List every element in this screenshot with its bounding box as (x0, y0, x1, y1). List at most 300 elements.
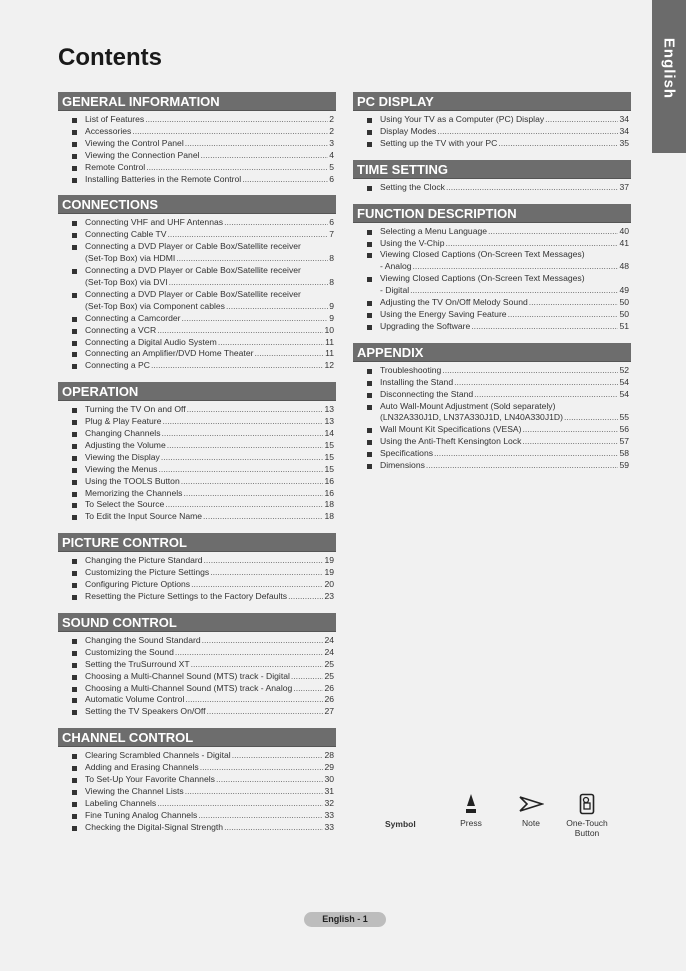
toc-entry-page: 18 (324, 499, 334, 510)
dot-leader (132, 126, 328, 138)
dot-leader (442, 365, 618, 377)
toc-entry-title: Changing the Sound Standard (85, 634, 201, 645)
toc-entry[interactable] (367, 389, 631, 401)
dot-leader (529, 297, 619, 309)
toc-entry[interactable] (72, 126, 336, 138)
toc-entry-page: 27 (324, 706, 334, 717)
section-pc-display (353, 92, 631, 150)
toc-list (58, 750, 336, 833)
symbol-one-touch-label: One-Touch Button (566, 818, 608, 838)
dot-leader (207, 706, 324, 718)
toc-entry[interactable] (367, 114, 631, 126)
section-header: GENERAL INFORMATION (58, 92, 336, 111)
dot-leader (288, 591, 323, 603)
dot-leader (564, 412, 618, 424)
toc-entry-title-line1: Connecting a DVD Player or Cable Box/Satellite receiver (85, 265, 301, 276)
dot-leader (185, 138, 328, 150)
page-number-badge: English - 1 (304, 912, 386, 927)
dot-leader (434, 448, 618, 460)
toc-entry-page: 33 (324, 809, 334, 820)
toc-entry[interactable] (72, 162, 336, 174)
dot-leader (474, 389, 618, 401)
dot-leader (161, 452, 324, 464)
toc-entry[interactable] (72, 114, 336, 126)
toc-entry-page: 18 (324, 511, 334, 522)
language-tab-label: English (660, 37, 678, 100)
toc-entry-page: 14 (324, 428, 334, 439)
toc-list (58, 217, 336, 372)
dot-leader (167, 440, 324, 452)
toc-list (58, 404, 336, 523)
dot-leader (242, 174, 328, 186)
toc-entry-title-line1: Viewing Closed Captions (On-Screen Text Messages) (380, 273, 585, 284)
dot-leader (488, 226, 618, 238)
dot-leader (181, 476, 324, 488)
toc-entry-page: 31 (324, 785, 334, 796)
toc-entry-page: 2 (329, 125, 334, 136)
section-connections (58, 195, 336, 372)
toc-entry[interactable] (367, 273, 631, 297)
one-touch-button-icon (579, 793, 595, 815)
toc-entry[interactable] (72, 138, 336, 150)
toc-entry[interactable] (72, 229, 336, 241)
toc-entry-page: 11 (325, 336, 334, 347)
toc-entry-page: 32 (324, 797, 334, 808)
toc-entry[interactable] (72, 217, 336, 229)
toc-entry-page: 59 (619, 460, 629, 471)
toc-entry-page: 16 (324, 487, 334, 498)
section-header: CHANNEL CONTROL (58, 728, 336, 747)
toc-entry[interactable] (72, 762, 336, 774)
toc-entry-page: 56 (619, 424, 629, 435)
toc-entry[interactable] (72, 348, 336, 360)
note-icon (518, 793, 544, 815)
toc-entry[interactable] (367, 249, 631, 273)
dot-leader (191, 579, 323, 591)
toc-entry-title: Configuring Picture Options (85, 579, 191, 590)
section-general-information (58, 92, 336, 185)
dot-leader (169, 277, 329, 289)
toc-entry-title: Choosing a Multi-Channel Sound (MTS) track - Digital (85, 670, 290, 681)
toc-entry[interactable] (72, 360, 336, 372)
dot-leader (168, 229, 329, 241)
dot-leader (410, 285, 618, 297)
dot-leader (151, 360, 323, 372)
toc-entry-page: 11 (325, 348, 334, 359)
toc-entry-page: 34 (619, 125, 629, 136)
dot-leader (413, 261, 619, 273)
toc-entry-page: 2 (329, 114, 334, 124)
toc-entry-title: To Edit the Input Source Name (85, 511, 203, 522)
right-column (353, 92, 631, 482)
toc-list (353, 114, 631, 150)
dot-leader (202, 635, 324, 647)
toc-entry[interactable] (367, 448, 631, 460)
toc-entry[interactable] (72, 555, 336, 567)
toc-entry[interactable] (72, 567, 336, 579)
toc-entry-title: Connecting Cable TV (85, 229, 167, 240)
toc-entry-page: 16 (324, 475, 334, 486)
toc-entry-title: Fine Tuning Analog Channels (85, 809, 198, 820)
toc-entry-page: 20 (324, 579, 334, 590)
toc-entry-page: 41 (619, 237, 629, 248)
toc-entry-title: (Set-Top Box) via DVI (85, 276, 168, 287)
dot-leader (210, 567, 323, 579)
toc-entry-page: 19 (324, 567, 334, 578)
toc-entry[interactable] (72, 488, 336, 500)
dot-leader (187, 404, 324, 416)
dot-leader (523, 424, 619, 436)
section-channel-control (58, 728, 336, 833)
toc-entry-title: Changing the Picture Standard (85, 555, 203, 566)
toc-entry-title: Connecting a Digital Audio System (85, 336, 217, 347)
symbol-note-label: Note (522, 818, 540, 828)
dot-leader (232, 750, 324, 762)
symbol-press-label: Press (460, 818, 482, 828)
toc-entry[interactable] (72, 591, 336, 603)
dot-leader (176, 253, 328, 265)
toc-list (353, 182, 631, 194)
section-header: OPERATION (58, 382, 336, 401)
toc-entry[interactable] (72, 706, 336, 718)
toc-entry-page: 50 (619, 297, 629, 308)
dot-leader (293, 683, 323, 695)
toc-entry-page: 50 (619, 308, 629, 319)
toc-entry-page: 26 (324, 682, 334, 693)
toc-entry-title: Connecting a Camcorder (85, 312, 181, 323)
dot-leader (446, 238, 619, 250)
toc-entry-title: Accessories (85, 125, 132, 136)
toc-entry[interactable] (367, 126, 631, 138)
toc-entry[interactable] (367, 436, 631, 448)
toc-entry[interactable] (72, 635, 336, 647)
language-tab (652, 0, 686, 153)
dot-leader (201, 150, 329, 162)
section-header: SOUND CONTROL (58, 613, 336, 632)
toc-entry-title: (Set-Top Box) via Component cables (85, 300, 225, 311)
dot-leader (185, 694, 323, 706)
toc-entry-title: Customizing the Sound (85, 646, 174, 657)
toc-entry-title: Customizing the Picture Settings (85, 567, 210, 578)
toc-entry[interactable] (72, 750, 336, 762)
toc-entry-page: 7 (329, 229, 334, 240)
section-picture-control (58, 533, 336, 603)
toc-entry[interactable] (72, 440, 336, 452)
toc-entry-title: Using the Energy Saving Feature (380, 308, 507, 319)
toc-entry-title: Wall Mount Kit Specifications (VESA) (380, 424, 522, 435)
dot-leader (185, 786, 324, 798)
toc-entry-title: Choosing a Multi-Channel Sound (MTS) track - Analog (85, 682, 293, 693)
toc-entry-title: Setting the Clock (380, 181, 445, 192)
section-appendix (353, 343, 631, 472)
toc-entry[interactable] (72, 647, 336, 659)
dot-leader (183, 488, 323, 500)
toc-entry-title: Installing the Stand (380, 376, 454, 387)
toc-list (353, 226, 631, 333)
toc-entry[interactable] (72, 499, 336, 511)
toc-entry[interactable] (72, 452, 336, 464)
section-sound-control (58, 613, 336, 718)
toc-entry-title: - Analog (380, 261, 412, 272)
toc-entry-title: Connecting an Amplifier/DVD Home Theater (85, 348, 254, 359)
toc-entry-page: 6 (329, 217, 334, 228)
toc-entry-page: 55 (619, 412, 629, 423)
toc-entry-page: 12 (324, 360, 334, 371)
page-title: Contents (58, 44, 162, 71)
toc-entry[interactable] (367, 182, 631, 194)
toc-entry-page: 19 (324, 555, 334, 566)
press-icon (464, 793, 478, 815)
toc-entry[interactable] (72, 241, 336, 265)
toc-entry[interactable] (72, 822, 336, 834)
section-time-setting (353, 160, 631, 194)
toc-entry-page: 28 (324, 750, 334, 761)
dot-leader (157, 798, 323, 810)
toc-entry-title: Connecting a VCR (85, 324, 157, 335)
dot-leader (224, 822, 323, 834)
toc-entry-title: Upgrading the Software (380, 320, 471, 331)
toc-entry-page: 52 (619, 364, 629, 375)
dot-leader (175, 647, 324, 659)
dot-leader (198, 810, 323, 822)
dot-leader (203, 511, 323, 523)
toc-list (58, 114, 336, 185)
toc-entry-title: Labeling Channels (85, 797, 157, 808)
toc-entry-title: Viewing the Control Panel (85, 137, 184, 148)
toc-entry-title: Setting up the TV with your PC (380, 137, 498, 148)
toc-entry-title: To Set-Up Your Favorite Channels (85, 774, 215, 785)
toc-entry-title: Using the V-Chip (380, 237, 445, 248)
toc-entry-title: Changing Channels (85, 428, 161, 439)
left-column (58, 92, 336, 844)
toc-entry[interactable] (72, 476, 336, 488)
toc-entry-title: Resetting the Picture Settings to the Factory Defaults (85, 591, 288, 601)
toc-entry-page: 13 (324, 416, 334, 427)
toc-entry[interactable] (72, 511, 336, 523)
toc-entry-page: 29 (324, 762, 334, 773)
dot-leader (545, 114, 618, 126)
toc-entry-title: Adjusting the TV On/Off Melody Sound (380, 297, 528, 308)
toc-entry-title: Turning the TV On and Off (85, 404, 186, 415)
toc-entry[interactable] (72, 174, 336, 186)
dot-leader (162, 428, 324, 440)
toc-entry-page: 8 (329, 253, 334, 264)
toc-entry[interactable] (367, 297, 631, 309)
toc-entry-title: Viewing the Connection Panel (85, 149, 200, 160)
toc-entry[interactable] (367, 238, 631, 250)
toc-entry-page: 6 (329, 173, 334, 184)
toc-entry-page: 10 (324, 324, 334, 335)
toc-entry-title: Setting the TruSurround XT (85, 658, 190, 669)
toc-entry-page: 15 (324, 451, 334, 462)
section-header: TIME SETTING (353, 160, 631, 179)
symbol-note (513, 793, 549, 828)
toc-entry-title: (LN32A330J1D, LN37A330J1D, LN40A330J1D) (380, 412, 563, 423)
toc-entry-title: Viewing the Channel Lists (85, 785, 184, 796)
dot-leader (200, 762, 324, 774)
toc-entry-title: Viewing the Menus (85, 463, 158, 474)
toc-entry-page: 54 (619, 388, 629, 399)
toc-entry[interactable] (367, 424, 631, 436)
toc-entry-title: Using Your TV as a Computer (PC) Display (380, 114, 545, 124)
symbol-legend (385, 793, 625, 843)
dot-leader (162, 416, 323, 428)
toc-entry-page: 35 (619, 137, 629, 148)
toc-entry[interactable] (72, 313, 336, 325)
toc-entry-title: Setting the TV Speakers On/Off (85, 706, 206, 717)
dot-leader (471, 321, 618, 333)
toc-entry[interactable] (72, 428, 336, 440)
section-header: PC DISPLAY (353, 92, 631, 111)
dot-leader (446, 182, 618, 194)
symbol-press (453, 793, 489, 828)
dot-leader (191, 659, 324, 671)
toc-entry-title: Adjusting the Volume (85, 439, 166, 450)
toc-entry[interactable] (367, 321, 631, 333)
toc-entry-title: Automatic Volume Control (85, 694, 185, 705)
toc-entry-page: 24 (324, 634, 334, 645)
dot-leader (226, 301, 328, 313)
toc-entry-title: To Select the Source (85, 499, 165, 510)
section-header: FUNCTION DESCRIPTION (353, 204, 631, 223)
toc-entry[interactable] (367, 401, 631, 425)
dot-leader (437, 126, 618, 138)
toc-entry-page: 25 (324, 670, 334, 681)
section-header: PICTURE CONTROL (58, 533, 336, 552)
toc-entry-title: Connecting a PC (85, 360, 150, 371)
toc-entry[interactable] (72, 464, 336, 476)
toc-entry-title: - Digital (380, 285, 410, 296)
toc-entry[interactable] (72, 810, 336, 822)
toc-entry[interactable] (72, 150, 336, 162)
dot-leader (182, 313, 329, 325)
toc-entry-page: 51 (619, 320, 629, 331)
toc-entry[interactable] (72, 683, 336, 695)
toc-entry-page: 37 (619, 181, 629, 192)
toc-entry[interactable] (72, 337, 336, 349)
toc-entry-title: Viewing the Display (85, 451, 160, 462)
toc-entry-title-line1: Viewing Closed Captions (On-Screen Text Messages) (380, 249, 585, 260)
toc-entry-page: 13 (324, 404, 334, 415)
symbol-legend-title: Symbol (385, 819, 416, 829)
toc-entry-page: 23 (324, 591, 334, 601)
dot-leader (454, 377, 618, 389)
dot-leader (508, 309, 619, 321)
toc-entry-page: 4 (329, 149, 334, 160)
toc-entry-title: Installing Batteries in the Remote Control (85, 173, 242, 184)
toc-entry[interactable] (72, 579, 336, 591)
toc-entry-title: Specifications (380, 448, 434, 459)
toc-entry[interactable] (367, 138, 631, 150)
toc-entry-title-line1: Auto Wall-Mount Adjustment (Sold separately) (380, 400, 556, 411)
toc-entry-title: Using the TOOLS Button (85, 475, 180, 486)
toc-entry-page: 40 (619, 225, 629, 236)
toc-entry[interactable] (72, 416, 336, 428)
dot-leader (145, 114, 328, 126)
toc-entry-page: 15 (324, 439, 334, 450)
dot-leader (165, 499, 323, 511)
toc-entry[interactable] (72, 325, 336, 337)
dot-leader (522, 436, 618, 448)
toc-entry[interactable] (367, 226, 631, 238)
toc-entry[interactable] (72, 265, 336, 289)
section-function-description (353, 204, 631, 333)
toc-entry[interactable] (367, 460, 631, 472)
toc-entry-page: 58 (619, 448, 629, 459)
toc-entry[interactable] (72, 774, 336, 786)
toc-entry-title: Clearing Scrambled Channels - Digital (85, 750, 231, 761)
toc-entry-page: 25 (324, 658, 334, 669)
dot-leader (204, 555, 324, 567)
toc-entry-title: Selecting a Menu Language (380, 225, 488, 236)
toc-entry-page: 9 (329, 300, 334, 311)
toc-entry-title: (Set-Top Box) via HDMI (85, 253, 176, 264)
dot-leader (146, 162, 328, 174)
toc-entry-title-line1: Connecting a DVD Player or Cable Box/Satellite receiver (85, 241, 301, 252)
toc-entry[interactable] (72, 671, 336, 683)
dot-leader (216, 774, 324, 786)
section-header: CONNECTIONS (58, 195, 336, 214)
dot-leader (254, 348, 324, 360)
toc-entry-page: 24 (324, 646, 334, 657)
toc-entry-page: 33 (324, 821, 334, 832)
toc-entry-page: 5 (329, 161, 334, 172)
toc-entry-title: List of Features (85, 114, 145, 124)
toc-entry[interactable] (72, 798, 336, 810)
toc-entry[interactable] (367, 309, 631, 321)
toc-entry-page: 26 (324, 694, 334, 705)
toc-entry-page: 57 (619, 436, 629, 447)
toc-entry-page: 9 (329, 312, 334, 323)
dot-leader (157, 325, 323, 337)
toc-entry[interactable] (72, 659, 336, 671)
toc-list (353, 365, 631, 472)
toc-entry-title: Remote Control (85, 161, 146, 172)
dot-leader (218, 337, 324, 349)
dot-leader (498, 138, 618, 150)
toc-entry-page: 48 (619, 261, 629, 272)
toc-entry[interactable] (72, 786, 336, 798)
toc-entry[interactable] (72, 289, 336, 313)
toc-entry-title: Memorizing the Channels (85, 487, 183, 498)
dot-leader (224, 217, 328, 229)
toc-entry-title: Connecting VHF and UHF Antennas (85, 217, 224, 228)
toc-entry[interactable] (72, 694, 336, 706)
dot-leader (158, 464, 323, 476)
section-operation (58, 382, 336, 523)
toc-entry[interactable] (72, 404, 336, 416)
toc-entry-title: Display Modes (380, 125, 437, 136)
toc-entry[interactable] (367, 365, 631, 377)
toc-entry-title: Using the Anti-Theft Kensington Lock (380, 436, 522, 447)
toc-entry-page: 15 (324, 463, 334, 474)
toc-entry-title: Checking the Digital-Signal Strength (85, 821, 224, 832)
dot-leader (426, 460, 619, 472)
toc-entry-page: 8 (329, 276, 334, 287)
toc-list (58, 635, 336, 718)
dot-leader (291, 671, 324, 683)
toc-entry-page: 3 (329, 137, 334, 148)
toc-entry-title: Troubleshooting (380, 364, 442, 375)
toc-entry-page: 30 (324, 774, 334, 785)
toc-entry-title: Disconnecting the Stand (380, 388, 474, 399)
toc-entry-title: Adding and Erasing Channels (85, 762, 199, 773)
toc-list (58, 555, 336, 603)
section-header: APPENDIX (353, 343, 631, 362)
toc-entry[interactable] (367, 377, 631, 389)
toc-entry-title: Dimensions (380, 460, 425, 471)
toc-entry-page: 54 (619, 376, 629, 387)
